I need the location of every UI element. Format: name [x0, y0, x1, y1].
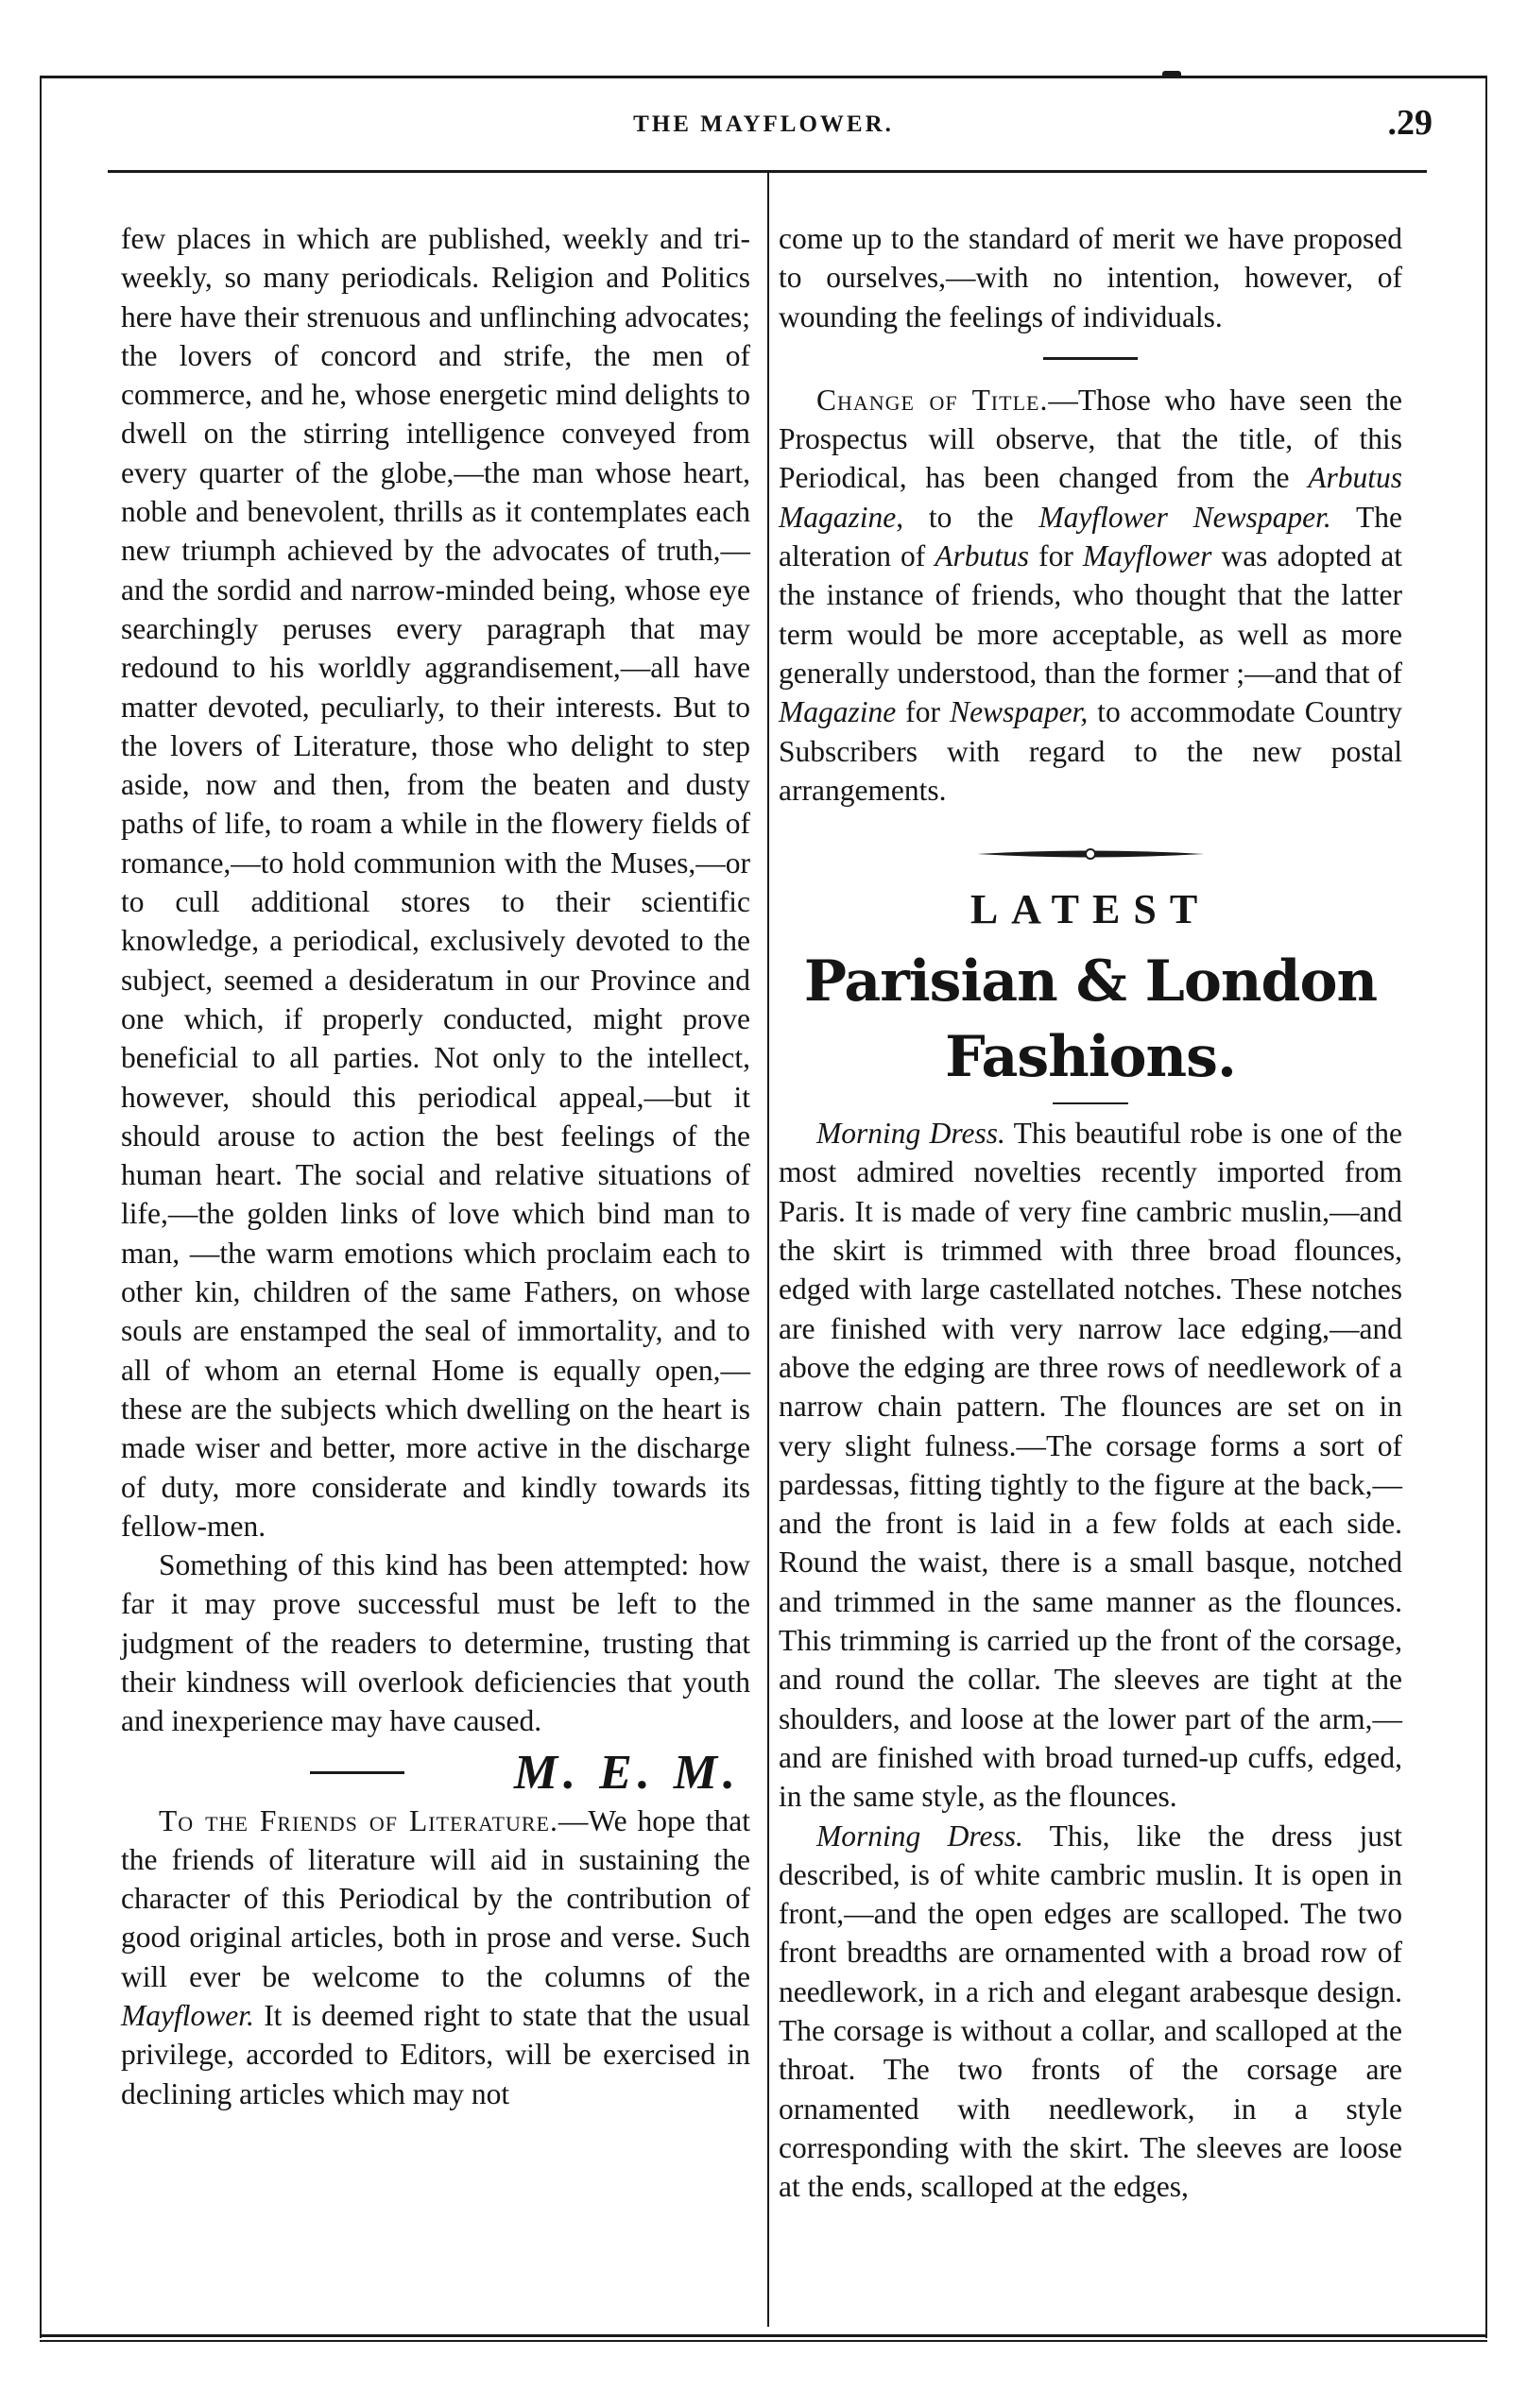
continued-paragraph: come up to the standard of merit we have proposed to ourselves,—with no intention, however, of wounding the feelings of individuals.: [779, 222, 1402, 333]
fashions-title: Parisian & London Fashions.: [803, 948, 1378, 1091]
change-text-italic: Arbutus: [935, 539, 1030, 573]
running-title: THE MAYFLOWER.: [633, 111, 894, 137]
top-border-rule: [40, 76, 1487, 78]
change-text: , to the: [896, 500, 1039, 534]
section-divider: [310, 1771, 404, 1774]
page-number: .29: [1387, 103, 1433, 143]
column-divider: [767, 173, 769, 2327]
top-rule-ornament: [1162, 71, 1181, 78]
friends-of-literature-notice: [121, 1802, 750, 2113]
author-signature: M. E. M.: [513, 1745, 741, 1800]
change-text-italic: Mayflower: [1082, 539, 1212, 573]
friends-mayflower: Mayflower.: [121, 1999, 254, 2033]
closing-block: [121, 1546, 750, 1740]
change-heading: Change of Title.: [816, 383, 1049, 417]
change-of-title-notice: [779, 381, 1402, 810]
change-text: was adopted at the instance of friends, who thought that the latter term would be more acceptable, as well as more generally understood, than the former ;—and that of: [779, 539, 1402, 690]
left-column: [121, 219, 750, 2113]
change-text-italic: Arbutus Magazine: [779, 461, 1402, 534]
change-text-italic: Mayflower Newspaper.: [1038, 500, 1331, 534]
bottom-border-rule: [40, 2334, 1487, 2337]
right-border-rule: [1485, 76, 1487, 2338]
left-border-rule: [40, 76, 42, 2338]
morning-dress-2: [779, 1817, 1402, 2207]
change-text-italic: Newspaper,: [950, 695, 1089, 729]
closing-paragraph: Something of this kind has been attempted: how far it may prove successful must be left to the judgment of the readers to determine, trusting that their kindness will overlook deficiencies that youth and inexperience may have caused.: [121, 1548, 750, 1738]
change-text: to accommodate Country Subscribers with regard to the new postal arrangements.: [779, 695, 1402, 807]
change-text-italic: Magazine: [779, 695, 897, 729]
morning-dress-1: [779, 1114, 1402, 1816]
morning-dress-2-label: Morning Dress.: [816, 1819, 1023, 1853]
title-rule: [1053, 1102, 1128, 1104]
signature-row: [121, 1745, 750, 1802]
morning-dress-2-body: This, like the dress just described, is of white cambric muslin. It is open in front,—and the open edges are scalloped. The two front breadths are ornamented with a broad row of needlework, in a rich and elegant arabesque design. The corsage is without a collar, and scalloped at the throat. The two fronts of the corsage are ornamented with needlework, in a style corresponding with the skirt. The sleeves are loose at the ends, scalloped at the edges,: [779, 1819, 1402, 2204]
morning-dress-1-label: Morning Dress.: [816, 1117, 1005, 1151]
right-column: [779, 219, 1402, 2206]
change-text: for: [896, 695, 951, 729]
change-text: The alteration of: [779, 500, 1402, 573]
morning-dress-1-body: This beautiful robe is one of the most admired novelties recently imported from Paris. It is made of very fine cambric muslin,—and the skirt is trimmed with three broad flounces, edged with large castellated notches. These notches are finished with very narrow lace edging,—and above the edging are three rows of needlework of a narrow chain pattern. The flounces are set on in very slight fulness.—The corsage forms a sort of pardessas, fitting tightly to the figure at the back,—and the front is laid in a few folds at each side. Round the waist, there is a small basque, notched and trimmed in the same manner as the flounces. This trimming is carried up the front of the corsage, and round the collar. The sleeves are tight at the shoulders, and loose at the lower part of the arm,—and are finished with broad turned-up cuffs, edged, in the same style, as the flounces.: [779, 1117, 1403, 1814]
friends-body-continued: It is deemed right to state that the usual privilege, accorded to Editors, will be exercised in declining articles which may not: [121, 1999, 750, 2110]
friends-heading: To the Friends of Literature.: [159, 1803, 558, 1837]
section-divider: [1043, 357, 1138, 360]
change-text: —Those who have seen the Prospectus will observe, that the title, of this Periodical, has been changed from the: [779, 383, 1402, 495]
friends-body: —We hope that the friends of literature will aid in sustaining the character of this Periodical by the contribution of good original articles, both in prose and verse. Such will ever be welcome to the columns of the: [121, 1803, 751, 1993]
bottom-border-rule-double: [40, 2340, 1487, 2342]
intro-paragraph: few places in which are published, weekly and tri-weekly, so many periodicals. Religion and Politics here have their strenuous and unflinching advocates; the lovers of concord and strife, the men of commerce, and he, whose energetic mind delights to dwell on the stirring intelligence conveyed from every quarter of the globe,—the man whose heart, noble and benevolent, thrills as it contemplates each new triumph achieved by the advocates of truth,—and the sordid and narrow-minded being, whose eye searchingly peruses every paragraph that may redound to his worldly aggrandisement,—all have matter devoted, peculiarly, to their interests. But to the lovers of Literature, those who delight to step aside, now and then, from the beaten and dusty paths of life, to roam a while in the flowery fields of romance,—to hold communion with the Muses,—or to cull additional stores to their scientific knowledge, a periodical, exclusively devoted to the subject, seemed a desideratum in our Province and one which, if properly conducted, might prove beneficial to all parties. Not only to the intellect, however, should this periodical appeal,—but it should arouse to action the best feelings of the human heart. The social and relative situations of life,—the golden links of love which bind man to man, —the warm emotions which proclaim each to other kin, children of the same Fathers, on whose souls are enstamped the seal of immortality, and to all of whom an eternal Home is equally open,—these are the subjects which dwelling on the heart is made wiser and better, more active in the discharge of duty, more considerate and kindly towards its fellow-men.: [121, 222, 750, 1543]
change-text: for: [1029, 539, 1083, 573]
latest-heading: LATEST: [969, 886, 1211, 933]
ornamental-divider: [977, 847, 1204, 861]
